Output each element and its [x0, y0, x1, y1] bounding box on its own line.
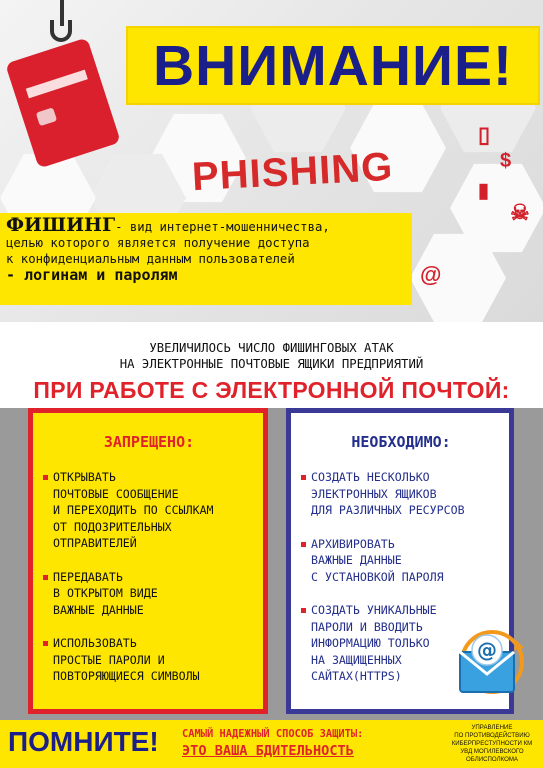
svg-text:@: @: [477, 638, 497, 662]
bullet-icon: [301, 475, 306, 480]
required-title: НЕОБХОДИМО:: [351, 433, 451, 451]
required-item-text: СОЗДАТЬ НЕСКОЛЬКО ЭЛЕКТРОННЫХ ЯЩИКОВ ДЛЯ РАЗЛИЧНЫХ РЕСУРСОВ: [311, 470, 465, 517]
bullet-icon: [43, 641, 48, 646]
page-title: ВНИМАНИЕ!: [152, 33, 514, 98]
org-line: ОБЛИСПОЛКОМА: [466, 756, 518, 763]
protection-text: [182, 727, 442, 761]
protection-line2: ЭТО ВАША БДИТЕЛЬНОСТЬ: [182, 743, 354, 759]
remember-text: ПОМНИТЕ!: [8, 726, 159, 757]
forbidden-item-text: ОТКРЫВАТЬ ПОЧТОВЫЕ СООБЩЕНИЕ И ПЕРЕХОДИТЬ ПО ССЫЛКАМ ОТ ПОДОЗРИТЕЛЬНЫХ ОТПРАВИТЕЛЕЙ: [53, 470, 214, 550]
definition-line3: к конфиденциальным данным пользователей: [6, 252, 295, 266]
required-item: [301, 469, 501, 519]
org-line: УПРАВЛЕНИЕ: [471, 724, 513, 731]
forbidden-item: [43, 569, 255, 619]
org-line: УВД МОГИЛЕВСКОГО: [460, 748, 524, 755]
skull-icon: ☠: [510, 200, 530, 225]
protection-line1: САМЫЙ НАДЕЖНЫЙ СПОСОБ ЗАЩИТЫ:: [182, 728, 364, 740]
org-line: ПО ПРОТИВОДЕЙСТВИЮ: [454, 732, 530, 739]
definition-box: [0, 213, 412, 305]
credit-card-icon: [5, 37, 121, 168]
bullet-icon: [43, 575, 48, 580]
required-item: [301, 536, 501, 586]
forbidden-item: [43, 469, 255, 552]
required-item-text: АРХИВИРОВАТЬ ВАЖНЫЕ ДАННЫЕ С УСТАНОВКОЙ ПАРОЛЯ: [311, 536, 444, 584]
bullet-icon: [43, 475, 48, 480]
org-line: КИБЕРПРЕСТУПНОСТИ КМ: [451, 740, 533, 747]
definition-term: ФИШИНГ: [6, 214, 116, 236]
definition-line2: целью которого является получение доступа: [6, 236, 310, 250]
organization-credit: [444, 724, 540, 764]
mobile-icon: ▮: [478, 180, 490, 202]
bullet-icon: [301, 542, 306, 547]
intro-line2: НА ЭЛЕКТРОННЫЕ ПОЧТОВЫЕ ЯЩИКИ ПРЕДПРИЯТИЙ: [119, 357, 424, 371]
at-icon: @: [420, 262, 442, 287]
forbidden-item: [43, 635, 255, 685]
definition-line4: - логинам и паролям: [6, 266, 178, 284]
at-sign-email-icon: [452, 628, 526, 702]
required-item-text: СОЗДАТЬ УНИКАЛЬНЫЕ ПАРОЛИ И ВВОДИТЬ ИНФОРМАЦИЮ ТОЛЬКО НА ЗАЩИЩЕННЫХ САЙТАХ(HTTPS): [311, 603, 437, 683]
email-work-heading: ПРИ РАБОТЕ С ЭЛЕКТРОННОЙ ПОЧТОЙ:: [33, 377, 510, 403]
bullet-icon: [301, 608, 306, 613]
forbidden-item-text: ИСПОЛЬЗОВАТЬ ПРОСТЫЕ ПАРОЛИ И ПОВТОРЯЮЩИЕСЯ СИМВОЛЫ: [53, 636, 200, 683]
title-banner: [126, 26, 540, 105]
forbidden-item-text: ПЕРЕДАВАТЬ В ОТКРЫТОМ ВИДЕ ВАЖНЫЕ ДАННЫЕ: [53, 569, 158, 617]
intro-text: [0, 340, 543, 372]
forbidden-title: ЗАПРЕЩЕНО:: [103, 433, 195, 451]
phishing-background-word: PHISHING: [190, 144, 395, 200]
definition-line1: - вид интернет-мошенничества,: [115, 220, 330, 234]
forbidden-panel: [28, 408, 268, 714]
hero-image: [0, 0, 543, 322]
document-icon: ▯: [478, 122, 491, 147]
fishing-hook-curve: [50, 20, 72, 42]
dollar-icon: $: [500, 150, 512, 172]
intro-line1: УВЕЛИЧИЛОСЬ ЧИСЛО ФИШИНГОВЫХ АТАК: [149, 341, 394, 355]
